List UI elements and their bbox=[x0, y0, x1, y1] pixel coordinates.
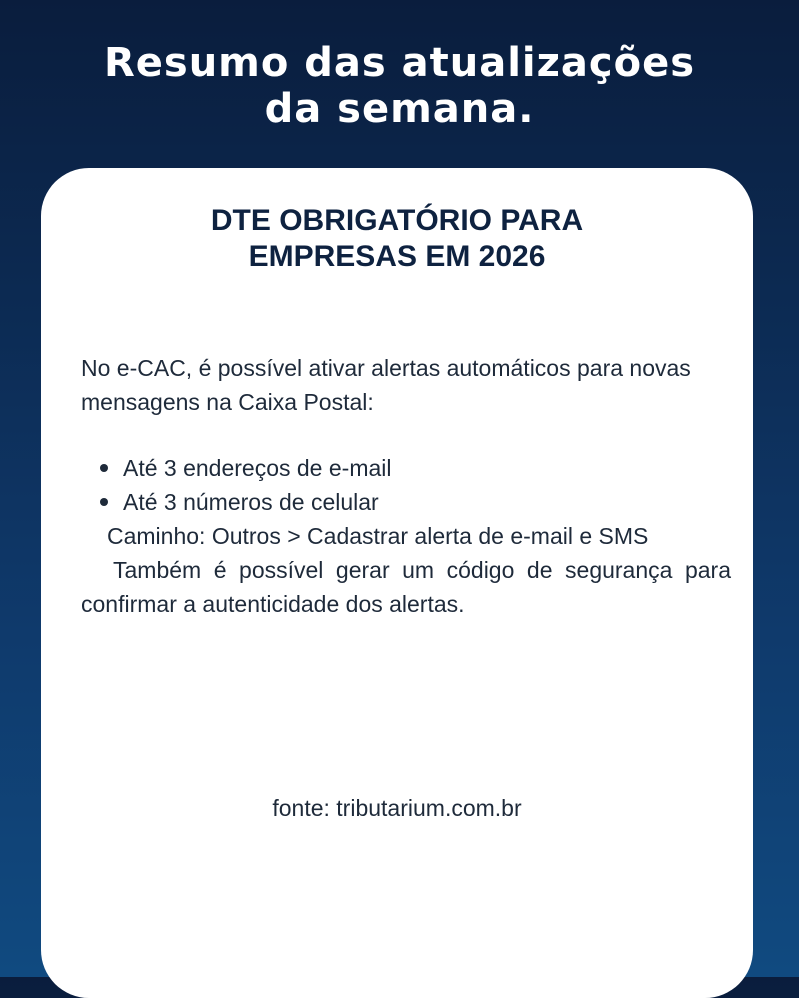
news-card bbox=[41, 168, 753, 998]
list-item bbox=[81, 451, 731, 485]
list-item bbox=[81, 485, 731, 519]
card-title-line-2: EMPRESAS EM 2026 bbox=[248, 240, 546, 273]
card-title-line-1: DTE OBRIGATÓRIO PARA bbox=[210, 204, 584, 237]
alert-limits-list bbox=[81, 451, 731, 519]
bullet-dot-icon bbox=[100, 464, 108, 472]
list-item-label: Até 3 endereços de e-mail bbox=[123, 455, 392, 481]
page-headline bbox=[0, 40, 799, 132]
navigation-path: Caminho: Outros > Cadastrar alerta de e-mail e SMS bbox=[107, 523, 649, 549]
card-title bbox=[41, 203, 753, 275]
headline-line-1: Resumo das atualizações bbox=[103, 40, 696, 86]
source-credit: fonte: tributarium.com.br bbox=[272, 795, 522, 821]
intro-paragraph: No e-CAC, é possível ativar alertas automáticos para novas mensagens na Caixa Postal: bbox=[81, 355, 691, 415]
list-item-label: Até 3 números de celular bbox=[123, 489, 379, 515]
headline-line-2: da semana. bbox=[264, 86, 535, 132]
bullet-dot-icon bbox=[100, 498, 108, 506]
security-paragraph: Também é possível gerar um código de segurança para confirmar a autenticidade dos alertas. bbox=[81, 557, 731, 617]
